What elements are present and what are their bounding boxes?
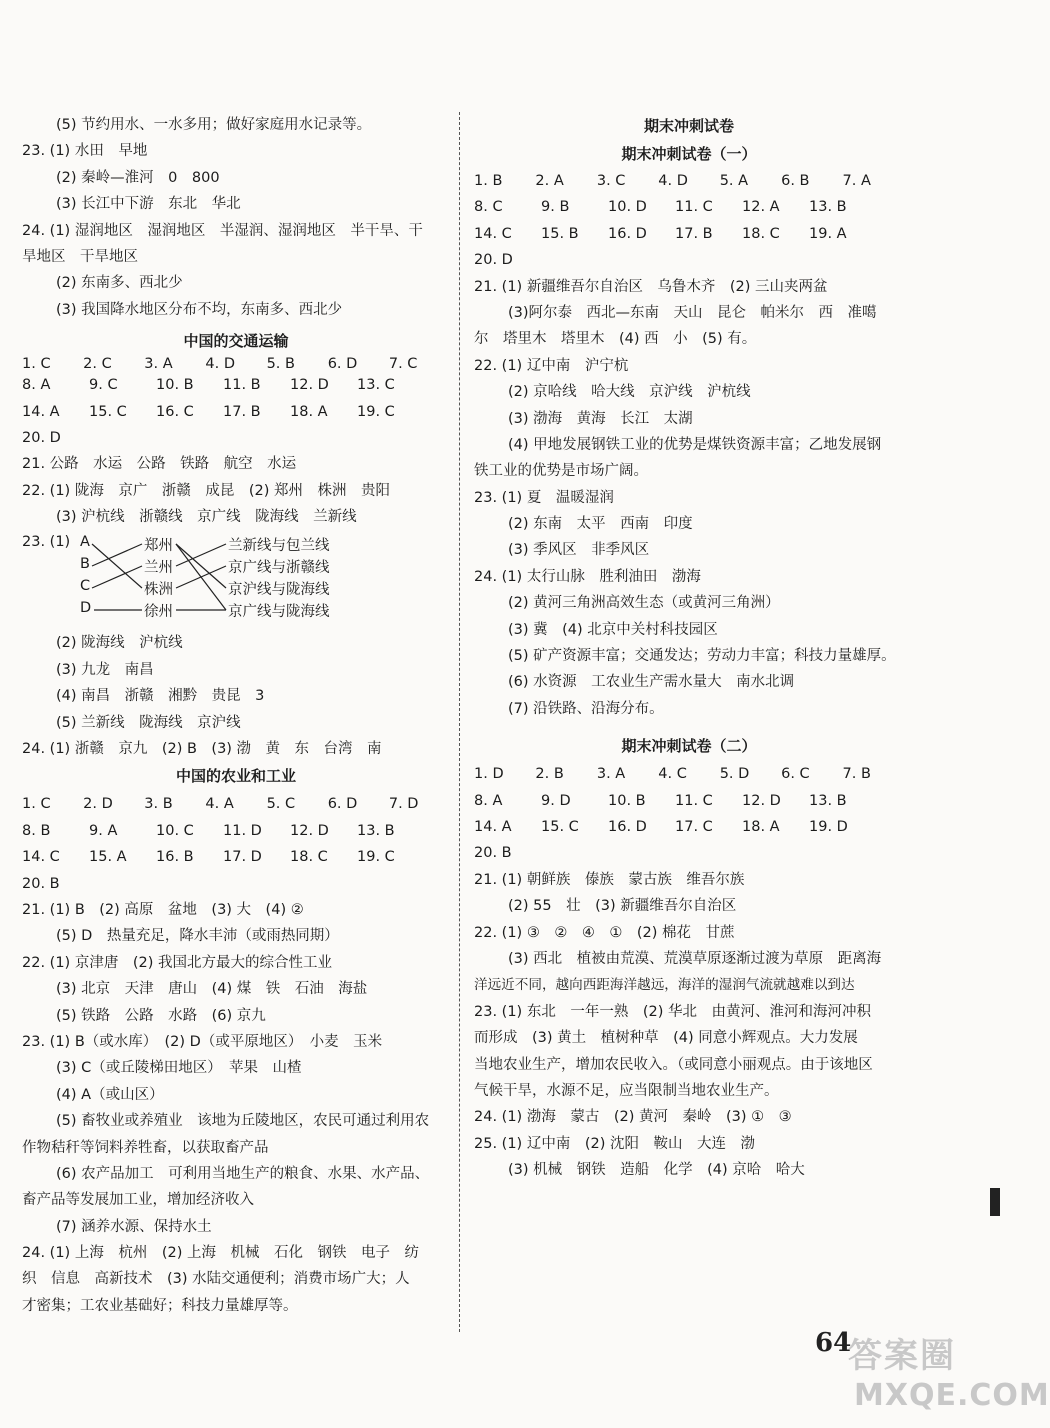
mc-answer: 1. D bbox=[474, 766, 504, 783]
section-title-transport: 中国的交通运输 bbox=[183, 332, 289, 351]
answer-line: 才密集；工农业基础好；科技力量雄厚等。 bbox=[22, 1297, 298, 1314]
mc-answer: 11. D bbox=[223, 822, 262, 839]
mc-answer: 15. C bbox=[541, 818, 579, 835]
mc-row bbox=[474, 788, 904, 814]
answer-line: 24. (1) 太行山脉 胜利油田 渤海 bbox=[474, 568, 701, 585]
mc-answer: 12. D bbox=[290, 377, 329, 394]
answer-line: (4) A（或山区） bbox=[56, 1086, 164, 1103]
match-rail-pair: 兰新线与包兰线 bbox=[228, 538, 330, 555]
answer-line: (2) 55 壮 (3) 新疆维吾尔自治区 bbox=[508, 898, 737, 915]
mc-answer: 3. B bbox=[144, 796, 173, 813]
mc-answer: 2. C bbox=[83, 356, 112, 373]
mc-answer: 10. C bbox=[156, 822, 194, 839]
page-title: 期末冲刺试卷 bbox=[643, 117, 734, 135]
mc-answer: 15. A bbox=[89, 849, 127, 866]
match-rail-pair: 京广线与浙赣线 bbox=[228, 560, 330, 577]
answer-line: 23. (1) 夏 温暖湿润 bbox=[474, 489, 614, 506]
match-letter: C bbox=[80, 578, 91, 595]
mc-row bbox=[22, 372, 450, 398]
mc-answer: 14. A bbox=[22, 403, 60, 420]
mc-answer: 9. C bbox=[89, 377, 118, 394]
answer-line: (3) 我国降水地区分布不均，东南多、西北少 bbox=[56, 301, 343, 318]
mc-answer: 4. A bbox=[205, 796, 234, 813]
answer-line: 22. (1) 陇海 京广 浙赣 成昆 (2) 郑州 株洲 贵阳 bbox=[22, 482, 390, 499]
answer-line: (5) 节约用水、一水多用；做好家庭用水记录等。 bbox=[56, 117, 372, 133]
answer-line: 旱地区 干旱地区 bbox=[22, 248, 138, 265]
matching-diagram bbox=[22, 530, 450, 630]
mc-answer: 7. D bbox=[388, 796, 419, 813]
mc-row bbox=[22, 399, 450, 425]
answer-line: 当地农业生产，增加农民收入。（或同意小丽观点。由于该地区 bbox=[474, 1056, 873, 1073]
mc-answer: 1. B bbox=[474, 173, 503, 189]
answer-line: 畜产品等发展加工业，增加经济收入 bbox=[22, 1192, 254, 1209]
matching-lines bbox=[22, 530, 242, 630]
answer-line: (6) 农产品加工 可利用当地生产的粮食、水果、水产品、 bbox=[56, 1165, 430, 1182]
page-edge-mark bbox=[990, 1188, 1000, 1216]
mc-answer: 16. D bbox=[608, 225, 647, 242]
answer-line: (5) 矿产资源丰富；交通发达；劳动力丰富；科技力量雄厚。 bbox=[508, 648, 896, 665]
answer-line: (2) 京哈线 哈大线 京沪线 沪杭线 bbox=[508, 384, 751, 401]
mc-answer: 18. C bbox=[742, 225, 780, 242]
mc-answer: 18. A bbox=[742, 818, 780, 835]
mc-answer: 2. B bbox=[535, 766, 564, 783]
mc-answer: 20. D bbox=[22, 429, 61, 446]
mc-answer: 9. B bbox=[541, 199, 570, 216]
mc-answer: 14. A bbox=[474, 818, 512, 835]
answer-line: (4) 甲地发展钢铁工业的优势是煤铁资源丰富；乙地发展钢 bbox=[508, 436, 882, 453]
mc-answer: 1. C bbox=[22, 796, 51, 813]
mc-answer: 10. B bbox=[156, 377, 194, 394]
answer-line: (3) 西北 植被由荒漠、荒漠草原逐渐过渡为草原 距离海 bbox=[508, 950, 882, 967]
mc-answer: 19. A bbox=[809, 225, 847, 242]
mc-answer: 3. A bbox=[144, 356, 173, 373]
answer-line: (2) 黄河三角洲高效生态（或黄河三角洲） bbox=[508, 595, 780, 612]
mc-answer: 4. D bbox=[658, 173, 688, 189]
mc-answer: 8. A bbox=[22, 377, 51, 394]
answer-line: (2) 秦岭—淮河 0 800 bbox=[56, 169, 220, 186]
mc-answer: 5. A bbox=[719, 173, 749, 189]
mc-row bbox=[474, 194, 904, 220]
mc-answer: 2. A bbox=[535, 173, 564, 189]
answer-line: (3) 冀 (4) 北京中关村科技园区 bbox=[508, 621, 718, 638]
answer-line: (2) 东南多、西北少 bbox=[56, 275, 183, 292]
mc-answer: 17. D bbox=[223, 849, 262, 866]
answer-line: (4) 南昌 浙赣 湘黔 贵昆 3 bbox=[56, 688, 265, 705]
mc-answer: 14. C bbox=[22, 849, 60, 866]
mc-answer: 5. B bbox=[266, 356, 295, 373]
mc-row bbox=[22, 818, 450, 844]
answer-line: (3) 机械 钢铁 造船 化学 (4) 京哈 哈大 bbox=[508, 1162, 805, 1179]
mc-answer: 8. B bbox=[22, 822, 51, 839]
mc-answer: 15. C bbox=[89, 403, 127, 420]
mc-answer: 16. B bbox=[156, 849, 194, 866]
answer-line: (5) 畜牧业或养殖业 该地为丘陵地区，农民可通过利用农 bbox=[56, 1113, 430, 1130]
answer-line: 22. (1) 京津唐 (2) 我国北方最大的综合性工业 bbox=[22, 954, 332, 971]
mc-answer: 12. D bbox=[742, 792, 781, 809]
right-column bbox=[474, 112, 904, 1183]
mc-answer: 6. C bbox=[781, 766, 810, 783]
mc-answer: 5. C bbox=[266, 796, 296, 813]
answer-line: 24. (1) 渤海 蒙古 (2) 黄河 秦岭 (3) ① ③ bbox=[474, 1109, 792, 1126]
page-number: 64 bbox=[815, 1328, 852, 1358]
answer-line: (3) 沪杭线 浙赣线 京广线 陇海线 兰新线 bbox=[56, 509, 357, 526]
answer-line: 而形成 (3) 黄土 植树种草 (4) 同意小辉观点。大力发展 bbox=[474, 1030, 858, 1047]
answer-line: 21. (1) 朝鲜族 傣族 蒙古族 维吾尔族 bbox=[474, 871, 745, 888]
answer-line: (2) 陇海线 沪杭线 bbox=[56, 635, 183, 652]
mc-row bbox=[474, 168, 904, 194]
mc-answer: 6. B bbox=[781, 173, 810, 189]
mc-answer: 5. D bbox=[719, 766, 750, 783]
answer-line: 尔 塔里木 塔里木 (4) 西 小 (5) 有。 bbox=[474, 331, 757, 348]
mc-answer: 17. B bbox=[675, 225, 713, 242]
mc-answer: 7. A bbox=[842, 173, 871, 189]
mc-answer: 15. B bbox=[541, 225, 579, 242]
column-divider bbox=[459, 112, 460, 1332]
mc-answer: 10. B bbox=[608, 792, 646, 809]
answer-line: (3) 九龙 南昌 bbox=[56, 661, 154, 678]
left-column bbox=[22, 112, 450, 1319]
mc-answer: 16. C bbox=[156, 403, 194, 420]
answer-line: (2) 东南 太平 西南 印度 bbox=[508, 516, 693, 533]
mc-answer: 13. B bbox=[357, 822, 395, 839]
mc-answer: 2. D bbox=[83, 796, 113, 813]
mc-answer: 13. B bbox=[809, 792, 847, 809]
answer-line: 24. (1) 上海 杭州 (2) 上海 机械 石化 钢铁 电子 纺 bbox=[22, 1245, 419, 1262]
mc-answer: 4. C bbox=[658, 766, 687, 783]
mc-answer: 12. A bbox=[742, 199, 780, 216]
match-letter: D bbox=[80, 600, 92, 617]
mc-answer: 14. C bbox=[474, 225, 512, 242]
answer-line: (3) 北京 天津 唐山 (4) 煤 铁 石油 海盐 bbox=[56, 981, 368, 998]
mc-row bbox=[22, 844, 450, 870]
match-city: 徐州 bbox=[144, 604, 173, 621]
answer-line: (3) 季风区 非季风区 bbox=[508, 542, 650, 559]
mc-answer: 12. D bbox=[290, 822, 329, 839]
mc-row bbox=[22, 791, 450, 817]
mc-answer: 19. D bbox=[809, 818, 848, 835]
answer-line: (3) C（或丘陵梯田地区） 苹果 山楂 bbox=[56, 1060, 302, 1077]
answer-line: (7) 涵养水源、保持水土 bbox=[56, 1218, 212, 1235]
mc-answer: 16. D bbox=[608, 818, 647, 835]
answer-line: 24. (1) 湿润地区 湿润地区 半湿润、湿润地区 半干旱、干 bbox=[22, 222, 423, 239]
answer-line: 洋远近不同，越向西距海洋越远，海洋的湿润气流就越难以到达 bbox=[474, 977, 855, 994]
answer-line: 21. (1) B (2) 高原 盆地 (3) 大 (4) ② bbox=[22, 901, 304, 918]
answer-line: 作物秸秆等饲料养牲畜，以获取畜产品 bbox=[22, 1139, 269, 1156]
answer-line: (5) 铁路 公路 水路 (6) 京九 bbox=[56, 1007, 266, 1024]
mc-answer: 7. B bbox=[842, 766, 871, 783]
answer-line: (5) D 热量充足，降水丰沛（或雨热同期） bbox=[56, 928, 339, 945]
mc-answer: 13. C bbox=[357, 377, 395, 394]
mc-answer: 13. B bbox=[809, 199, 847, 216]
match-rail-pair: 京广线与陇海线 bbox=[228, 604, 330, 621]
mc-answer: 19. C bbox=[357, 849, 395, 866]
mc-answer: 9. A bbox=[89, 822, 118, 839]
mc-answer: 1. C bbox=[22, 356, 51, 373]
answer-line: 21. 公路 水运 公路 铁路 航空 水运 bbox=[22, 456, 297, 473]
mc-answer: 11. C bbox=[675, 199, 713, 216]
mc-row bbox=[474, 814, 904, 840]
match-letter: A bbox=[80, 534, 90, 551]
answer-line: (5) 兰新线 陇海线 京沪线 bbox=[56, 714, 241, 731]
answer-line: 22. (1) ③ ② ④ ① (2) 棉花 甘蔗 bbox=[474, 924, 735, 941]
watermark-logo bbox=[848, 1328, 1050, 1424]
match-city: 兰州 bbox=[144, 560, 173, 577]
answer-line: (7) 沿铁路、沿海分布。 bbox=[508, 700, 664, 717]
mc-answer: 10. D bbox=[608, 199, 647, 216]
answer-line: (3)阿尔泰 西北—东南 天山 昆仑 帕米尔 西 准噶 bbox=[508, 304, 877, 321]
answer-line: 23. (1) 水田 早地 bbox=[22, 143, 148, 160]
mc-answer: 18. C bbox=[290, 849, 328, 866]
match-prefix: 23. (1) bbox=[22, 534, 71, 551]
mc-answer: 19. C bbox=[357, 403, 395, 420]
answer-line: (6) 水资源 工农业生产需水量大 南水北调 bbox=[508, 674, 795, 691]
mc-answer: 8. C bbox=[474, 199, 503, 216]
mc-answer: 3. A bbox=[596, 766, 626, 783]
mc-row bbox=[22, 356, 450, 372]
mc-answer: 20. B bbox=[474, 845, 512, 862]
mc-answer: 17. C bbox=[675, 818, 713, 835]
match-city: 株洲 bbox=[144, 582, 173, 599]
mc-answer: 6. D bbox=[327, 356, 358, 373]
section-title-agri: 中国的农业和工业 bbox=[175, 767, 296, 786]
mc-answer: 7. C bbox=[388, 356, 418, 373]
match-city: 郑州 bbox=[144, 538, 173, 555]
mc-answer: 18. A bbox=[290, 403, 328, 420]
mc-answer: 20. B bbox=[22, 875, 60, 892]
match-letter: B bbox=[80, 556, 90, 573]
answer-line: 24. (1) 浙赣 京九 (2) B (3) 渤 黄 东 台湾 南 bbox=[22, 741, 382, 758]
section-title-exam2: 期末冲刺试卷（二） bbox=[621, 737, 757, 756]
watermark-url: MXQE.COM bbox=[854, 1378, 1050, 1413]
answer-line: 织 信息 高新技术 (3) 水陆交通便利；消费市场广大；人 bbox=[22, 1271, 410, 1288]
answer-line: 气候干旱，水源不足，应当限制当地农业生产。 bbox=[474, 1082, 779, 1099]
mc-answer: 9. D bbox=[541, 792, 571, 809]
answer-line: (3) 长江中下游 东北 华北 bbox=[56, 196, 241, 213]
answer-line: 23. (1) B（或水库） (2) D（或平原地区） 小麦 玉米 bbox=[22, 1033, 383, 1050]
section-title-exam1: 期末冲刺试卷（一） bbox=[621, 145, 757, 163]
answer-line: (3) 渤海 黄海 长江 太湖 bbox=[508, 410, 693, 427]
answer-line: 铁工业的优势是市场广阔。 bbox=[474, 463, 648, 480]
answer-line: 21. (1) 新疆维吾尔自治区 乌鲁木齐 (2) 三山夹两盆 bbox=[474, 278, 828, 295]
answer-line: 23. (1) 东北 一年一熟 (2) 华北 由黄河、淮河和海河冲积 bbox=[474, 1003, 871, 1020]
mc-row bbox=[474, 761, 904, 787]
mc-answer: 11. C bbox=[675, 792, 713, 809]
answer-line: 22. (1) 辽中南 沪宁杭 bbox=[474, 357, 629, 374]
mc-answer: 11. B bbox=[223, 377, 261, 394]
mc-answer: 20. D bbox=[474, 252, 513, 269]
answer-line: 25. (1) 辽中南 (2) 沈阳 鞍山 大连 渤 bbox=[474, 1135, 755, 1152]
match-rail-pair: 京沪线与陇海线 bbox=[228, 582, 330, 599]
mc-answer: 17. B bbox=[223, 403, 261, 420]
mc-answer: 4. D bbox=[205, 356, 236, 373]
mc-answer: 3. C bbox=[596, 173, 626, 189]
mc-answer: 6. D bbox=[327, 796, 358, 813]
mc-row bbox=[474, 221, 904, 247]
mc-answer: 8. A bbox=[474, 792, 503, 809]
watermark-text: 答案圈 bbox=[848, 1336, 956, 1376]
